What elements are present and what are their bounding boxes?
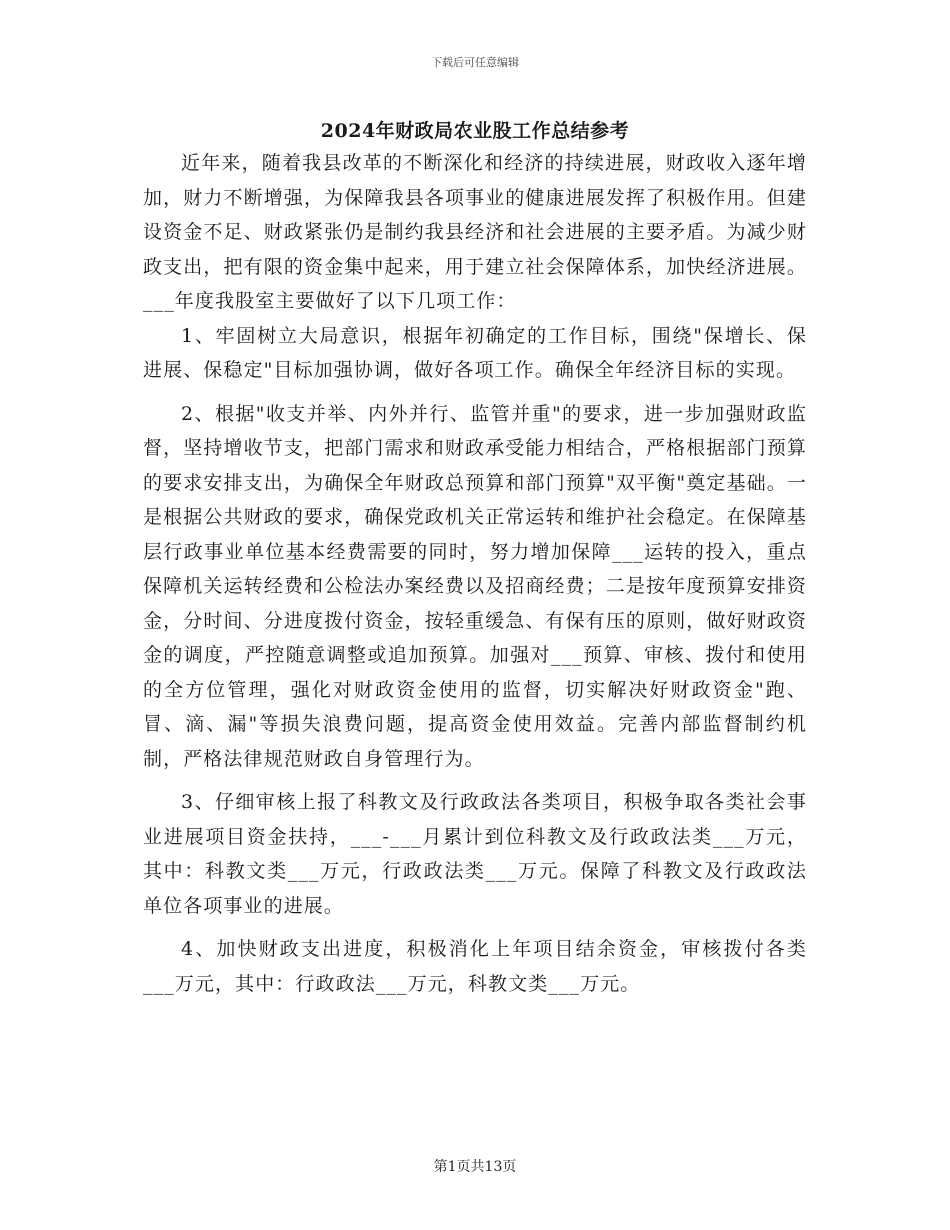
page-header-note: 下载后可任意编辑 [431, 56, 519, 69]
paragraph-intro: 近年来，随着我县改革的不断深化和经济的持续进展，财政收入逐年增加，财力不断增强，为保障我县各项事业的健康进展发挥了积极作用。但建设资金不足、财政紧张仍是制约我县经济和社会进展的主要矛盾。为减少财政支出，把有限的资金集中起来，用于建立社会保障体系，加快经济进展。___年度我股室主要做好了以下几项工作： [143, 152, 807, 312]
page-number: 第1页共13页 [433, 1159, 517, 1175]
paragraph-item-4: 4、加快财政支出进度，积极消化上年项目结余资金，审核拨付各类___万元，其中：行政政法___万元，科教文类___万元。 [143, 938, 807, 995]
document-title: 2024年财政局农业股工作总结参考 [320, 120, 630, 142]
paragraph-item-1: 1、牢固树立大局意识，根据年初确定的工作目标，围绕"保增长、保进展、保稳定"目标加强协调，做好各项工作。确保全年经济目标的实现。 [143, 324, 807, 381]
document-body [143, 146, 807, 1001]
paragraph-item-2: 2、根据"收支并举、内外并行、监管并重"的要求，进一步加强财政监督，坚持增收节支，把部门需求和财政承受能力相结合，严格根据部门预算的要求安排支出，为确保全年财政总预算和部门预算"双平衡"奠定基础。一是根据公共财政的要求，确保党政机关正常运转和维护社会稳定。在保障基层行政事业单位基本经费需要的同时，努力增加保障___运转的投入，重点保障机关运转经费和公检法办案经费以及招商经费；二是按年度预算安排资金，分时间、分进度拨付资金，按轻重缓急、有保有压的原则，做好财政资金的调度，严控随意调整或追加预算。加强对___预算、审核、拨付和使用的全方位管理，强化对财政资金使用的监督，切实解决好财政资金"跑、冒、滴、漏"等损失浪费问题，提高资金使用效益。完善内部监督制约机制，严格法律规范财政自身管理行为。 [143, 402, 807, 770]
paragraph-item-3: 3、仔细审核上报了科教文及行政政法各类项目，积极争取各类社会事业进展项目资金扶持，___-___月累计到位科教文及行政政法类___万元，其中：科教文类___万元，行政政法类___万元。保障了科教文及行政政法单位各项事业的进展。 [143, 791, 807, 917]
